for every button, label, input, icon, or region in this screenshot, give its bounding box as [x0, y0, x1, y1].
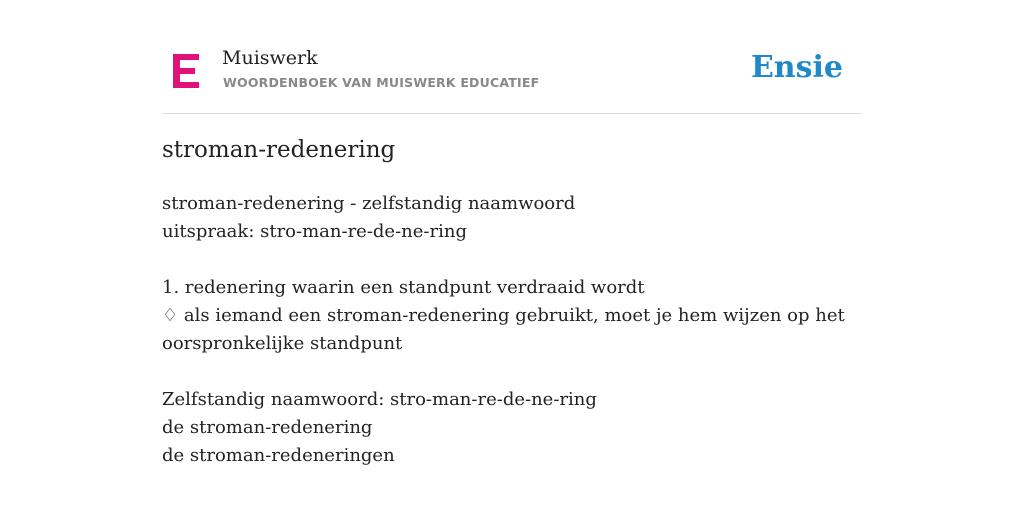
logo-bar-bottom	[173, 82, 199, 88]
entry-singular-line: de stroman-redenering	[162, 417, 373, 438]
entry-syllables-line: Zelfstandig naamwoord: stro-man-re-de-ne-ring	[162, 389, 597, 410]
logo-bar-top	[173, 54, 199, 60]
spacer	[162, 358, 822, 386]
site-header	[162, 40, 862, 114]
site-name[interactable]: Muiswerk	[222, 47, 318, 69]
entry-pronunciation-line: uitspraak: stro-man-re-de-ne-ring	[162, 221, 467, 242]
spacer	[162, 246, 822, 274]
entry-definition-line: 1. redenering waarin een standpunt verdraaid wordt	[162, 277, 645, 298]
entry-example-line: ♢ als iemand een stroman-redenering gebruikt, moet je hem wijzen op het	[162, 305, 845, 326]
entry-title: stroman-redenering	[162, 137, 396, 163]
entry-plural-line: de stroman-redeneringen	[162, 445, 395, 466]
muiswerk-logo-icon[interactable]	[173, 54, 199, 88]
entry-example-line-continued: oorspronkelijke standpunt	[162, 333, 403, 354]
logo-bar-middle	[173, 68, 195, 74]
ensie-brand-logo[interactable]: Ensie	[750, 50, 843, 85]
entry-body	[162, 190, 845, 470]
entry-word-class-line: stroman-redenering - zelfstandig naamwoord	[162, 193, 576, 214]
site-subtitle: WOORDENBOEK VAN MUISWERK EDUCATIEF	[223, 75, 540, 90]
